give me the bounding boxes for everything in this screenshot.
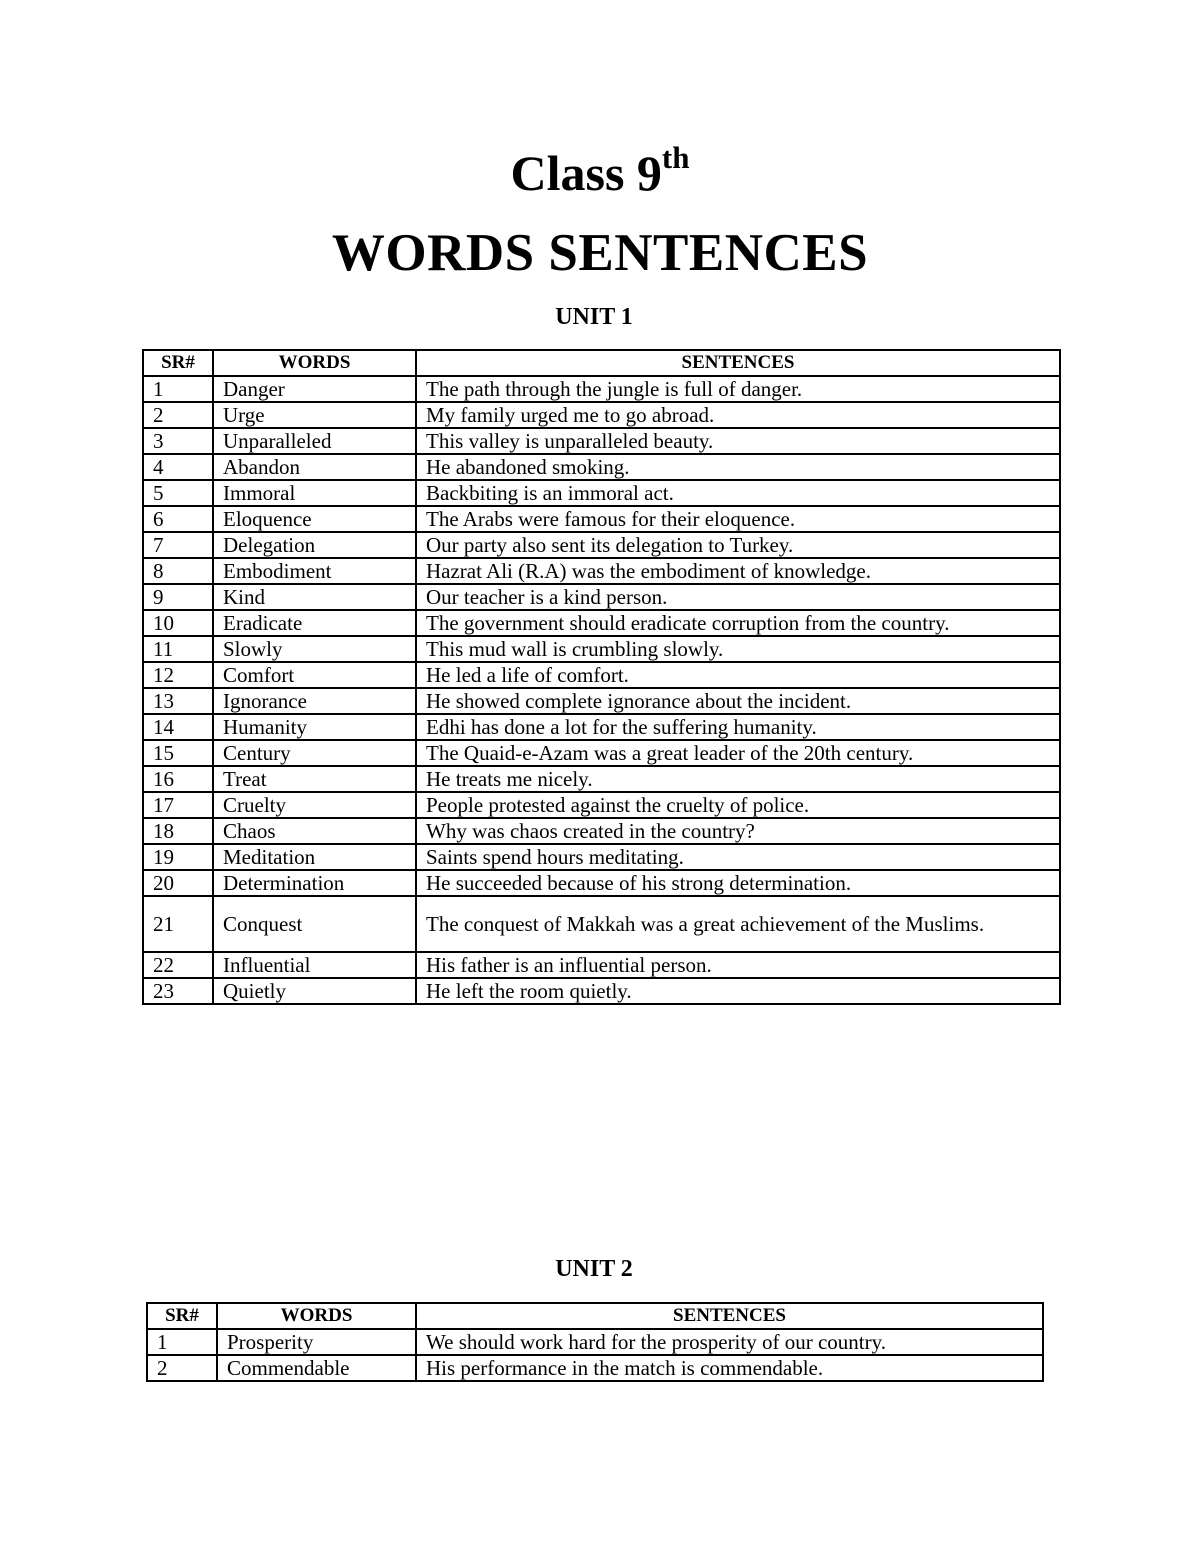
row-word: Prosperity (217, 1329, 416, 1355)
document-heading: WORDS SENTENCES (331, 224, 869, 282)
row-number: 13 (143, 688, 213, 714)
table-row (143, 506, 1060, 532)
unit2-heading: UNIT 2 (555, 1256, 633, 1282)
row-word: Unparalleled (213, 428, 416, 454)
row-number: 15 (143, 740, 213, 766)
row-word: Influential (213, 952, 416, 978)
table-row (143, 636, 1060, 662)
row-word: Eradicate (213, 610, 416, 636)
row-word: Delegation (213, 532, 416, 558)
table-row (143, 402, 1060, 428)
table-row (143, 558, 1060, 584)
row-number: 10 (143, 610, 213, 636)
row-word: Chaos (213, 818, 416, 844)
row-number: 11 (143, 636, 213, 662)
row-sentence: He showed complete ignorance about the incident. (416, 688, 1060, 714)
row-number: 12 (143, 662, 213, 688)
table-row (143, 610, 1060, 636)
row-sentence: Hazrat Ali (R.A) was the embodiment of knowledge. (416, 558, 1060, 584)
row-number: 20 (143, 870, 213, 896)
table-row (143, 714, 1060, 740)
table-row (143, 766, 1060, 792)
table-row (143, 428, 1060, 454)
unit2-table (146, 1302, 1044, 1382)
row-word: Kind (213, 584, 416, 610)
row-number: 4 (143, 454, 213, 480)
row-word: Humanity (213, 714, 416, 740)
row-number: 2 (147, 1355, 217, 1381)
table-row (143, 952, 1060, 978)
row-sentence: My family urged me to go abroad. (416, 402, 1060, 428)
row-sentence: Backbiting is an immoral act. (416, 480, 1060, 506)
row-sentence: His father is an influential person. (416, 952, 1060, 978)
row-number: 5 (143, 480, 213, 506)
row-number: 2 (143, 402, 213, 428)
row-word: Eloquence (213, 506, 416, 532)
class-label: Class 9 (510, 145, 662, 201)
row-word: Ignorance (213, 688, 416, 714)
table-row (143, 454, 1060, 480)
row-sentence: This mud wall is crumbling slowly. (416, 636, 1060, 662)
table-row (147, 1355, 1043, 1381)
row-number: 1 (147, 1329, 217, 1355)
table-header-row (143, 350, 1060, 376)
row-word: Comfort (213, 662, 416, 688)
row-word: Conquest (213, 896, 416, 952)
row-word: Danger (213, 376, 416, 402)
row-sentence: He abandoned smoking. (416, 454, 1060, 480)
header-words: WORDS (213, 350, 416, 376)
row-sentence: People protested against the cruelty of police. (416, 792, 1060, 818)
table-row (143, 870, 1060, 896)
row-sentence: Why was chaos created in the country? (416, 818, 1060, 844)
row-word: Cruelty (213, 792, 416, 818)
row-number: 1 (143, 376, 213, 402)
row-number: 3 (143, 428, 213, 454)
row-sentence: The government should eradicate corruption from the country. (416, 610, 1060, 636)
header-sentences: SENTENCES (416, 350, 1060, 376)
unit1-table (142, 349, 1061, 1005)
row-word: Slowly (213, 636, 416, 662)
table-row (143, 688, 1060, 714)
row-word: Determination (213, 870, 416, 896)
table-row (143, 792, 1060, 818)
row-number: 18 (143, 818, 213, 844)
row-number: 6 (143, 506, 213, 532)
row-word: Embodiment (213, 558, 416, 584)
row-sentence: His performance in the match is commendable. (416, 1355, 1043, 1381)
row-sentence: We should work hard for the prosperity of our country. (416, 1329, 1043, 1355)
row-word: Urge (213, 402, 416, 428)
row-word: Commendable (217, 1355, 416, 1381)
row-number: 23 (143, 978, 213, 1004)
table-row (143, 532, 1060, 558)
table-row (143, 844, 1060, 870)
row-number: 9 (143, 584, 213, 610)
table-row (143, 978, 1060, 1004)
row-word: Century (213, 740, 416, 766)
row-number: 7 (143, 532, 213, 558)
header-sr: SR# (143, 350, 213, 376)
table-row (143, 662, 1060, 688)
row-sentence: He succeeded because of his strong determination. (416, 870, 1060, 896)
table-row (143, 818, 1060, 844)
row-word: Quietly (213, 978, 416, 1004)
table-header-row (147, 1303, 1043, 1329)
header-words: WORDS (217, 1303, 416, 1329)
row-number: 14 (143, 714, 213, 740)
row-word: Meditation (213, 844, 416, 870)
table-row (143, 480, 1060, 506)
header-sr: SR# (147, 1303, 217, 1329)
row-sentence: This valley is unparalleled beauty. (416, 428, 1060, 454)
row-sentence: Our party also sent its delegation to Turkey. (416, 532, 1060, 558)
row-sentence: He left the room quietly. (416, 978, 1060, 1004)
row-sentence: The path through the jungle is full of danger. (416, 376, 1060, 402)
row-word: Treat (213, 766, 416, 792)
header-sentences: SENTENCES (416, 1303, 1043, 1329)
table-row (143, 896, 1060, 952)
row-sentence: He treats me nicely. (416, 766, 1060, 792)
row-sentence: Edhi has done a lot for the suffering humanity. (416, 714, 1060, 740)
row-number: 21 (143, 896, 213, 952)
row-number: 8 (143, 558, 213, 584)
row-word: Immoral (213, 480, 416, 506)
unit1-heading: UNIT 1 (555, 304, 633, 330)
row-sentence: The Arabs were famous for their eloquence. (416, 506, 1060, 532)
table-row (143, 584, 1060, 610)
row-sentence: The Quaid-e-Azam was a great leader of the 20th century. (416, 740, 1060, 766)
row-number: 19 (143, 844, 213, 870)
row-sentence: The conquest of Makkah was a great achievement of the Muslims. (416, 896, 1060, 952)
row-word: Abandon (213, 454, 416, 480)
row-sentence: Our teacher is a kind person. (416, 584, 1060, 610)
page-title (0, 140, 1200, 206)
table-row (147, 1329, 1043, 1355)
row-sentence: Saints spend hours meditating. (416, 844, 1060, 870)
table-row (143, 740, 1060, 766)
class-suffix: th (661, 140, 690, 176)
row-number: 16 (143, 766, 213, 792)
table-row (143, 376, 1060, 402)
row-number: 22 (143, 952, 213, 978)
row-number: 17 (143, 792, 213, 818)
row-sentence: He led a life of comfort. (416, 662, 1060, 688)
